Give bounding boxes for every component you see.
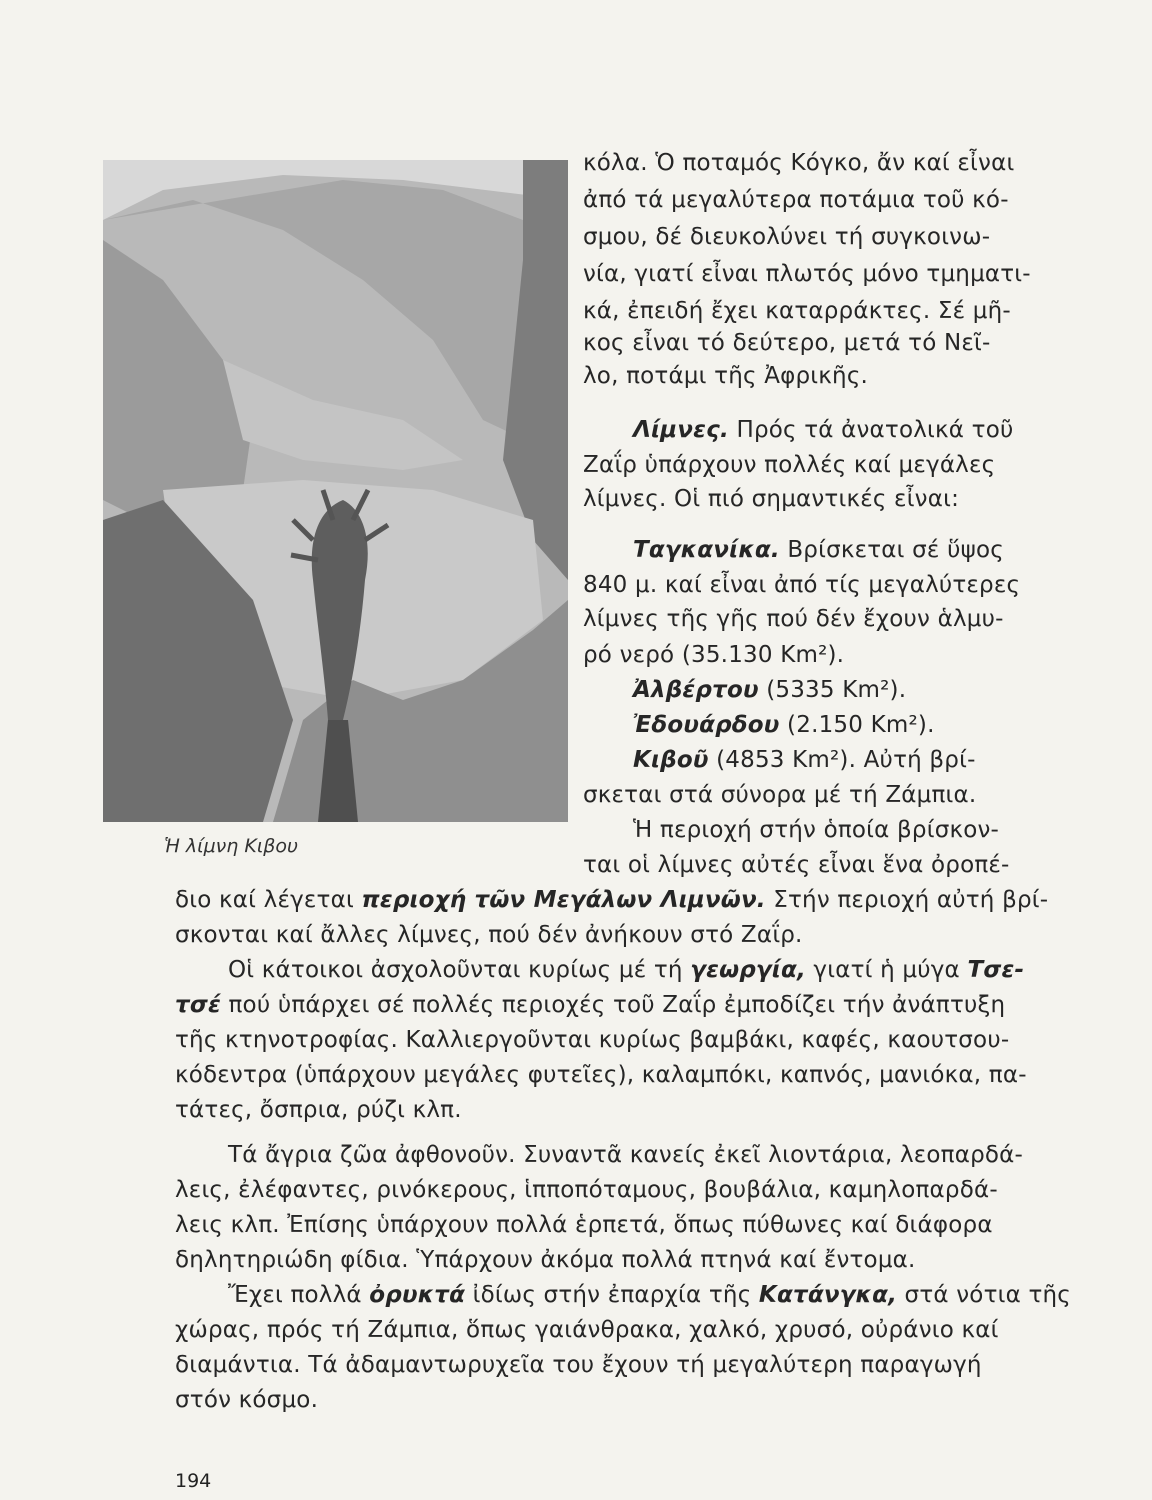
text-line — [175, 1025, 1009, 1055]
text-segment: νία, γιατί εἶναι πλωτός μόνο τμηματι- — [583, 261, 1031, 287]
text-segment: κά, ἐπειδή ἔχει καταρράκτες. Σέ μῆ- — [583, 298, 1011, 324]
text-line — [633, 415, 1013, 445]
text-segment: λεις, ἐλέφαντες, ρινόκερους, ἱπποπόταμους, βουβάλια, καμηλοπαρδά- — [175, 1177, 998, 1203]
text-line — [175, 1315, 999, 1345]
text-segment: (2.150 Km²). — [779, 712, 935, 738]
emphasized-term: Κατάνγκα, — [758, 1282, 898, 1308]
text-line — [583, 604, 1004, 634]
text-line — [583, 570, 1020, 600]
emphasized-term: τσέ — [175, 992, 221, 1018]
text-line — [175, 1350, 982, 1380]
emphasized-term: Ἀλβέρτου — [633, 677, 759, 703]
text-segment: τῆς κτηνοτροφίας. Καλλιεργοῦνται κυρίως βαμβάκι, καφές, καουτσου- — [175, 1027, 1010, 1053]
text-segment: ἀπό τά μεγαλύτερα ποτάμια τοῦ κό- — [583, 187, 1009, 213]
text-segment: ἰδίως στήν ἐπαρχία τῆς — [465, 1282, 759, 1308]
photo-caption: Ἡ λίμνη Κιβου — [164, 835, 299, 857]
text-segment: 840 μ. καί εἶναι ἀπό τίς μεγαλύτερες — [583, 572, 1021, 598]
text-line — [175, 1095, 462, 1125]
emphasized-term: περιοχή τῶν Μεγάλων Λιμνῶν. — [361, 887, 766, 913]
text-segment: γιατί ἡ μύγα — [805, 957, 968, 983]
text-line — [633, 535, 1004, 565]
text-line — [175, 920, 803, 950]
text-line — [583, 328, 991, 358]
text-line — [633, 815, 999, 845]
text-segment: σκονται καί ἄλλες λίμνες, πού δέν ἀνήκουν στό Ζαΐρ. — [175, 922, 803, 948]
emphasized-term: Ἐδουάρδου — [633, 712, 780, 738]
text-line — [175, 1245, 916, 1275]
text-segment: Οἱ κάτοικοι ἀσχολοῦνται κυρίως μέ τή — [228, 957, 691, 983]
text-line — [228, 1140, 1023, 1170]
text-segment: σκεται στά σύνορα μέ τή Ζάμπια. — [583, 782, 977, 808]
text-segment: (5335 Km²). — [758, 677, 907, 703]
text-line — [583, 259, 1031, 289]
text-segment: Στήν περιοχή αὐτή βρί- — [765, 887, 1049, 913]
text-segment: δηλητηριώδη φίδια. Ὑπάρχουν ἀκόμα πολλά πτηνά καί ἔντομα. — [175, 1247, 916, 1273]
text-line — [633, 710, 935, 740]
text-line — [583, 185, 1009, 215]
text-segment: κος εἶναι τό δεύτερο, μετά τό Νεῖ- — [583, 330, 991, 356]
emphasized-term: ὀρυκτά — [369, 1282, 466, 1308]
text-segment: ρό νερό (35.130 Km²). — [583, 642, 845, 668]
text-line — [583, 222, 990, 252]
text-segment: πού ὑπάρχει σέ πολλές περιοχές τοῦ Ζαΐρ ἐμποδίζει τήν ἀνάπτυξη — [221, 992, 1006, 1018]
emphasized-term: Λίμνες. — [633, 417, 729, 443]
text-line — [583, 640, 844, 670]
text-line — [175, 1385, 318, 1415]
text-segment: Ἡ περιοχή στήν ὁποία βρίσκον- — [633, 817, 1000, 843]
text-segment: Πρός τά ἀνατολικά τοῦ — [728, 417, 1014, 443]
emphasized-term: γεωργία, — [690, 957, 806, 983]
text-line — [633, 745, 976, 775]
text-line — [228, 1280, 1071, 1310]
text-line — [583, 484, 959, 514]
text-line — [228, 955, 1024, 985]
text-segment: Βρίσκεται σέ ὕψος — [779, 537, 1004, 563]
text-segment: διαμάντια. Τά ἀδαμαντωρυχεῖα του ἔχουν τή μεγαλύτερη παραγωγή — [175, 1352, 982, 1378]
text-segment: λίμνες. Οἱ πιό σημαντικές εἶναι: — [583, 486, 960, 512]
text-segment: λεις κλπ. Ἐπίσης ὑπάρχουν πολλά ἑρπετά, ὅπως πύθωνες καί διάφορα — [175, 1212, 993, 1238]
text-line — [175, 990, 1005, 1020]
text-segment: Ζαΐρ ὑπάρχουν πολλές καί μεγάλες — [583, 452, 996, 478]
text-segment: ται οἱ λίμνες αὐτές εἶναι ἕνα ὀροπέ- — [583, 852, 1010, 878]
text-segment: στόν κόσμο. — [175, 1387, 319, 1413]
text-line — [583, 361, 868, 391]
text-segment: Τά ἄγρια ζῶα ἀφθονοῦν. Συναντᾶ κανείς ἐκεῖ λιοντάρια, λεοπαρδά- — [228, 1142, 1024, 1168]
text-line — [175, 1060, 1027, 1090]
lake-kivu-photo — [103, 160, 568, 822]
text-segment: λίμνες τῆς γῆς πού δέν ἔχουν ἁλμυ- — [583, 606, 1004, 632]
page-number: 194 — [175, 1470, 212, 1492]
text-line — [583, 450, 995, 480]
text-segment: στά νότια τῆς — [897, 1282, 1071, 1308]
emphasized-term: Ταγκανίκα. — [633, 537, 780, 563]
text-line — [633, 675, 906, 705]
text-segment: τάτες, ὄσπρια, ρύζι κλπ. — [175, 1097, 462, 1123]
text-line — [583, 148, 1014, 178]
text-segment: (4853 Km²). Αὐτή βρί- — [708, 747, 976, 773]
text-segment: σμου, δέ διευκολύνει τή συγκοινω- — [583, 224, 991, 250]
emphasized-term: Τσε- — [967, 957, 1025, 983]
text-segment: κόδεντρα (ὑπάρχουν μεγάλες φυτεῖες), καλαμπόκι, καπνός, μανιόκα, πα- — [175, 1062, 1027, 1088]
text-line — [175, 1175, 998, 1205]
text-line — [583, 296, 1011, 326]
text-segment: χώρας, πρός τή Ζάμπια, ὅπως γαιάνθρακα, χαλκό, χρυσό, οὐράνιο καί — [175, 1317, 999, 1343]
text-line — [175, 885, 1048, 915]
lake-kivu-illustration — [103, 160, 568, 822]
text-segment: Ἔχει πολλά — [228, 1282, 370, 1308]
text-segment: διο καί λέγεται — [175, 887, 362, 913]
text-segment: λο, ποτάμι τῆς Ἀφρικῆς. — [583, 363, 869, 389]
emphasized-term: Κιβοῦ — [633, 747, 709, 773]
text-line — [175, 1210, 993, 1240]
text-line — [583, 780, 976, 810]
text-line — [583, 850, 1010, 880]
text-segment: κόλα. Ὁ ποταμός Κόγκο, ἄν καί εἶναι — [583, 150, 1015, 176]
